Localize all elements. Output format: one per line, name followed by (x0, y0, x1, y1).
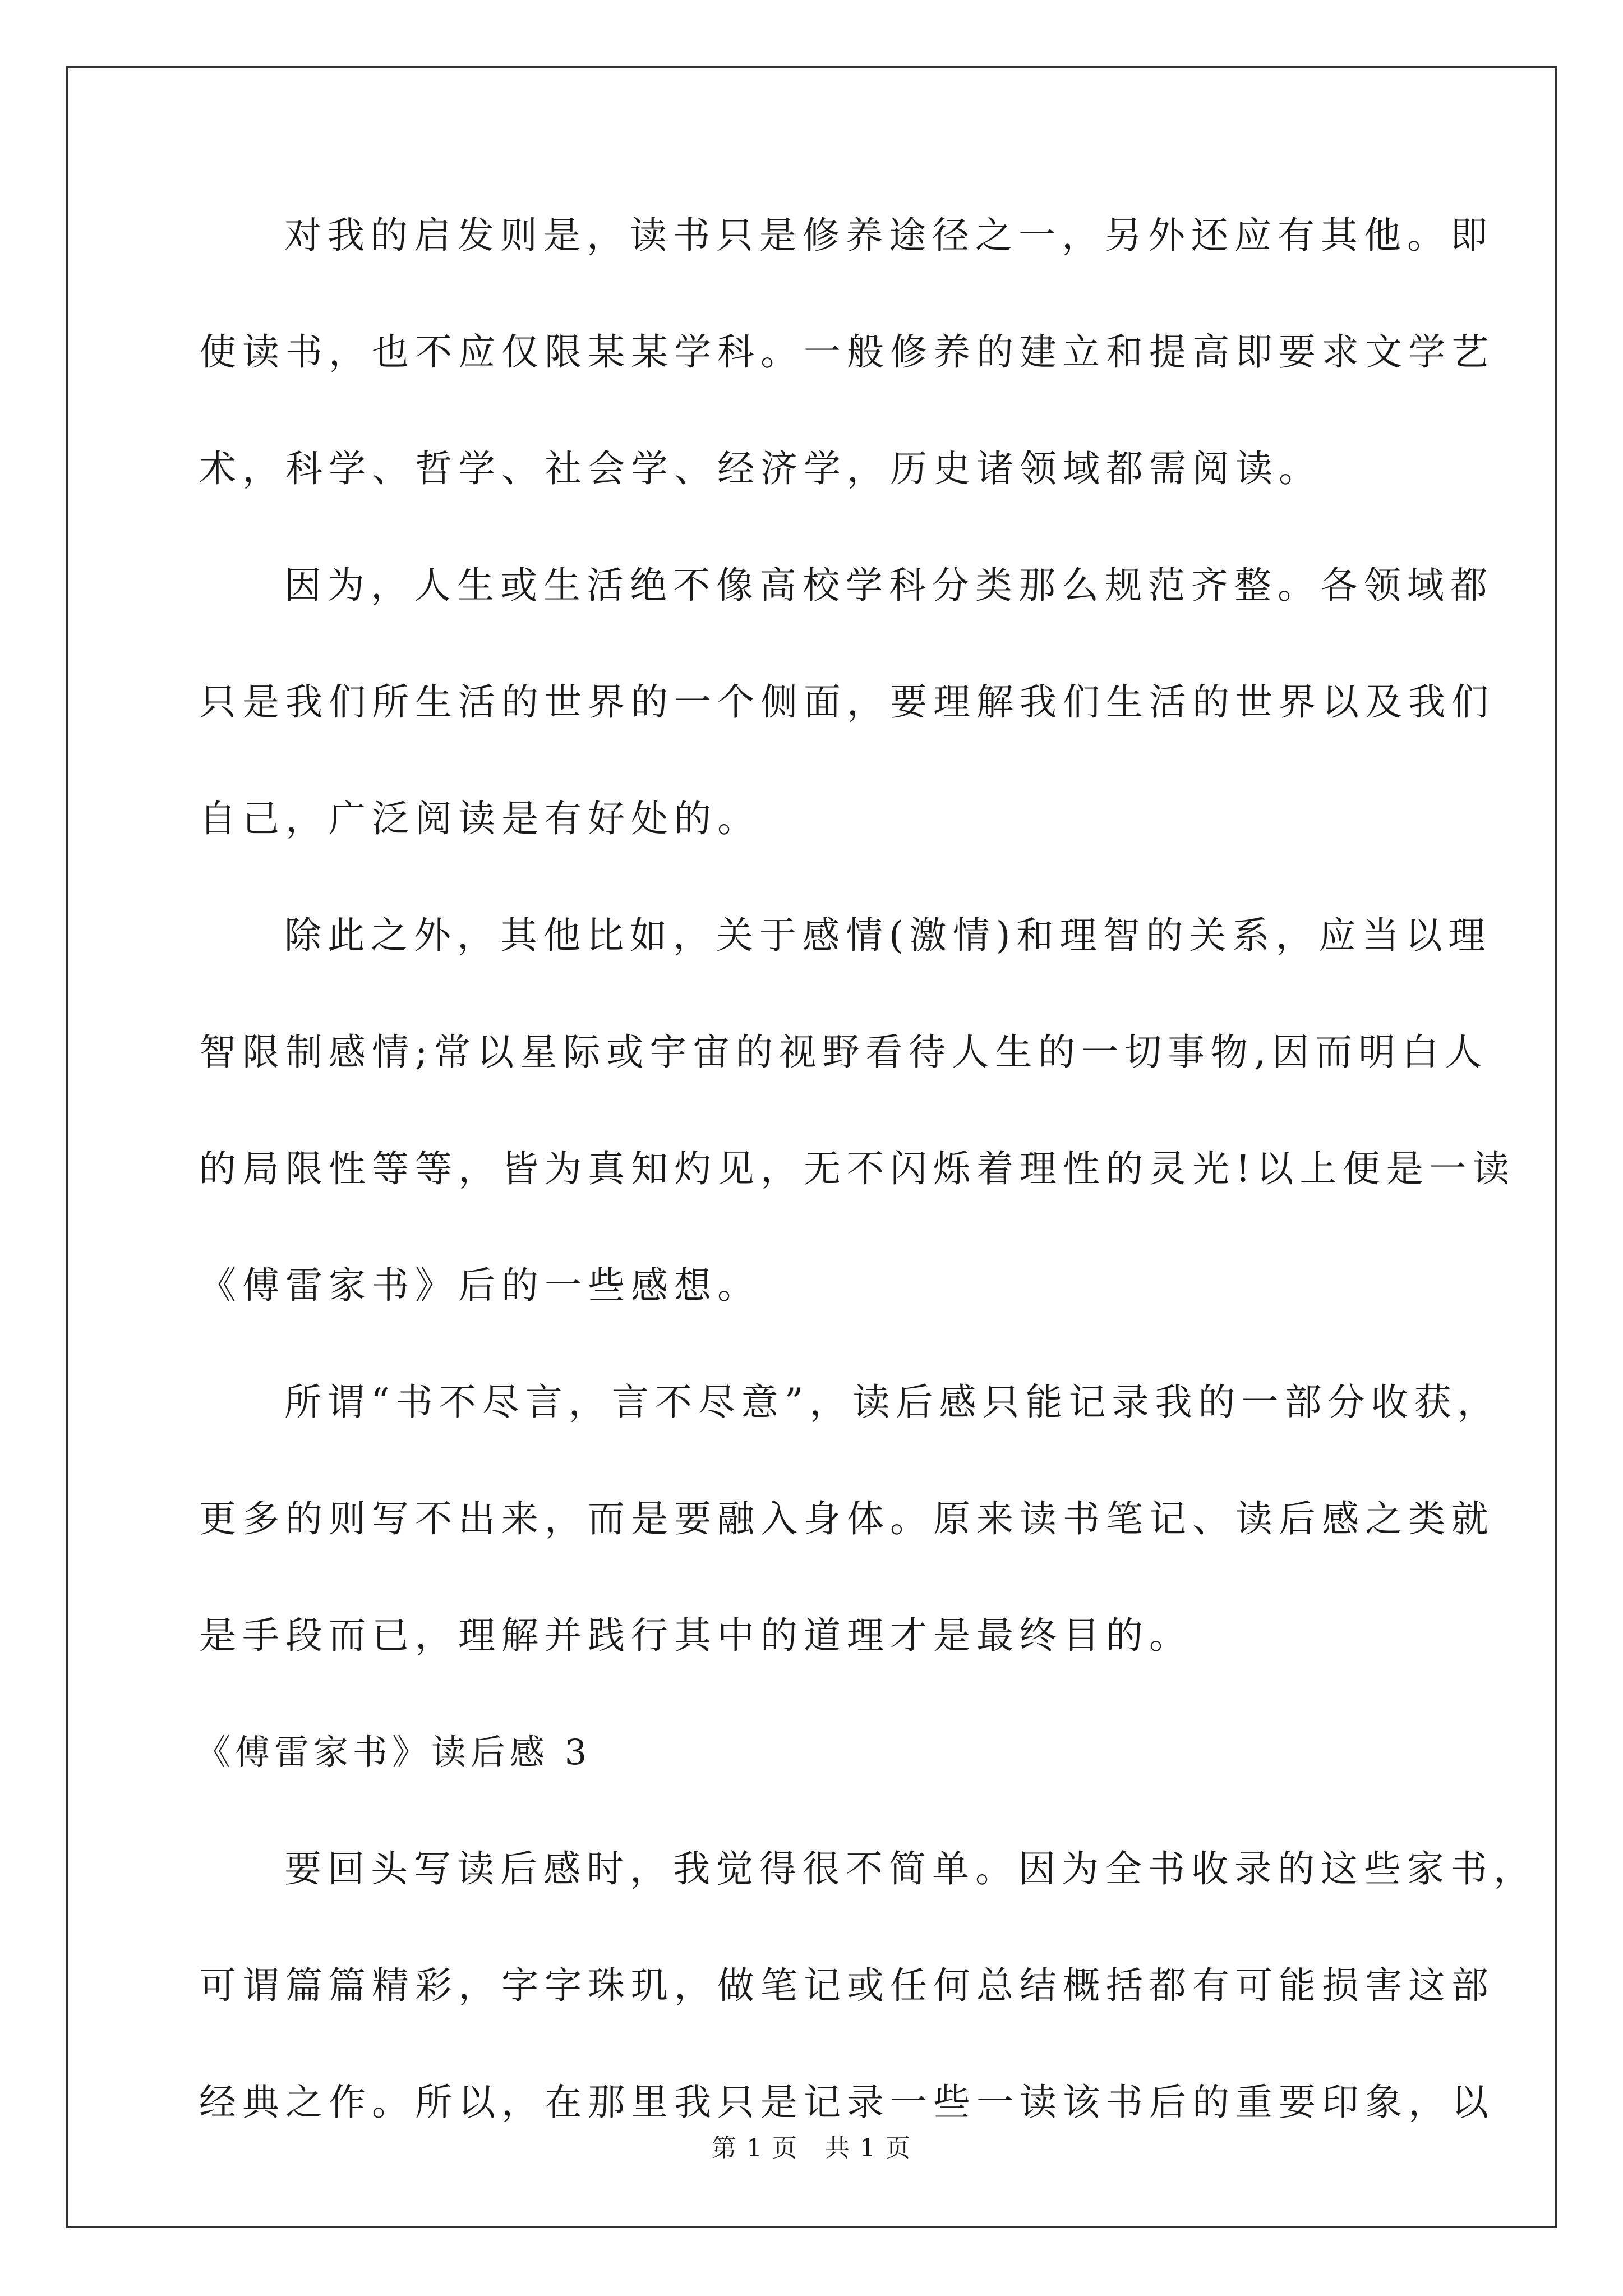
paragraph-line: 的局限性等等，皆为真知灼见，无不闪烁着理性的灵光!以上便是一读 (199, 1147, 1516, 1190)
paragraph-line: 智限制感情;常以星际或宇宙的视野看待人生的一切事物,因而明白人 (199, 1030, 1488, 1074)
paragraph (199, 213, 1495, 563)
paragraph-line: 因为，人生或生活绝不像高校学科分类那么规范齐整。各领域都 (284, 564, 1493, 607)
paragraph-line: 自己，广泛阅读是有好处的。 (199, 797, 760, 840)
paragraph-line: 经典之作。所以，在那里我只是记录一些一读该书后的重要印象，以 (199, 2081, 1495, 2124)
paragraph (199, 913, 1516, 1380)
paragraph-line: 可谓篇篇精彩，字字珠玑，做笔记或任何总结概括都有可能损害这部 (199, 1964, 1495, 2007)
paragraph-line: 对我的启发则是，读书只是修养途径之一，另外还应有其他。即 (284, 214, 1493, 257)
paragraph-line: 所谓“书不尽言，言不尽意”，读后感只能记录我的一部分收获， (284, 1381, 1501, 1424)
paragraph-line: 《傅雷家书》后的一些感想。 (199, 1264, 760, 1307)
document-body (196, 213, 1537, 2197)
paragraph-line: 要回头写读后感时，我觉得很不简单。因为全书收录的这些家书， (284, 1847, 1537, 1890)
page-footer: 第 1 页 共 1 页 (712, 2134, 911, 2162)
paragraph-line: 是手段而已，理解并践行其中的道理才是最终目的。 (199, 1614, 1192, 1657)
paragraph-line: 术，科学、哲学、社会学、经济学，历史诸领域都需阅读。 (199, 447, 1322, 490)
paragraph (199, 563, 1495, 913)
paragraph-line: 更多的则写不出来，而是要融入身体。原来读书笔记、读后感之类就 (199, 1497, 1495, 1540)
paragraph (199, 1380, 1501, 1730)
paragraph-line: 只是我们所生活的世界的一个侧面，要理解我们生活的世界以及我们 (199, 680, 1495, 724)
paragraph-line: 使读书，也不应仅限某某学科。一般修养的建立和提高即要求文学艺 (199, 330, 1495, 374)
paragraph-line: 除此之外，其他比如，关于感情(激情)和理智的关系，应当以理 (284, 914, 1492, 957)
section-heading: 《傅雷家书》读后感 3 (196, 1732, 592, 1773)
